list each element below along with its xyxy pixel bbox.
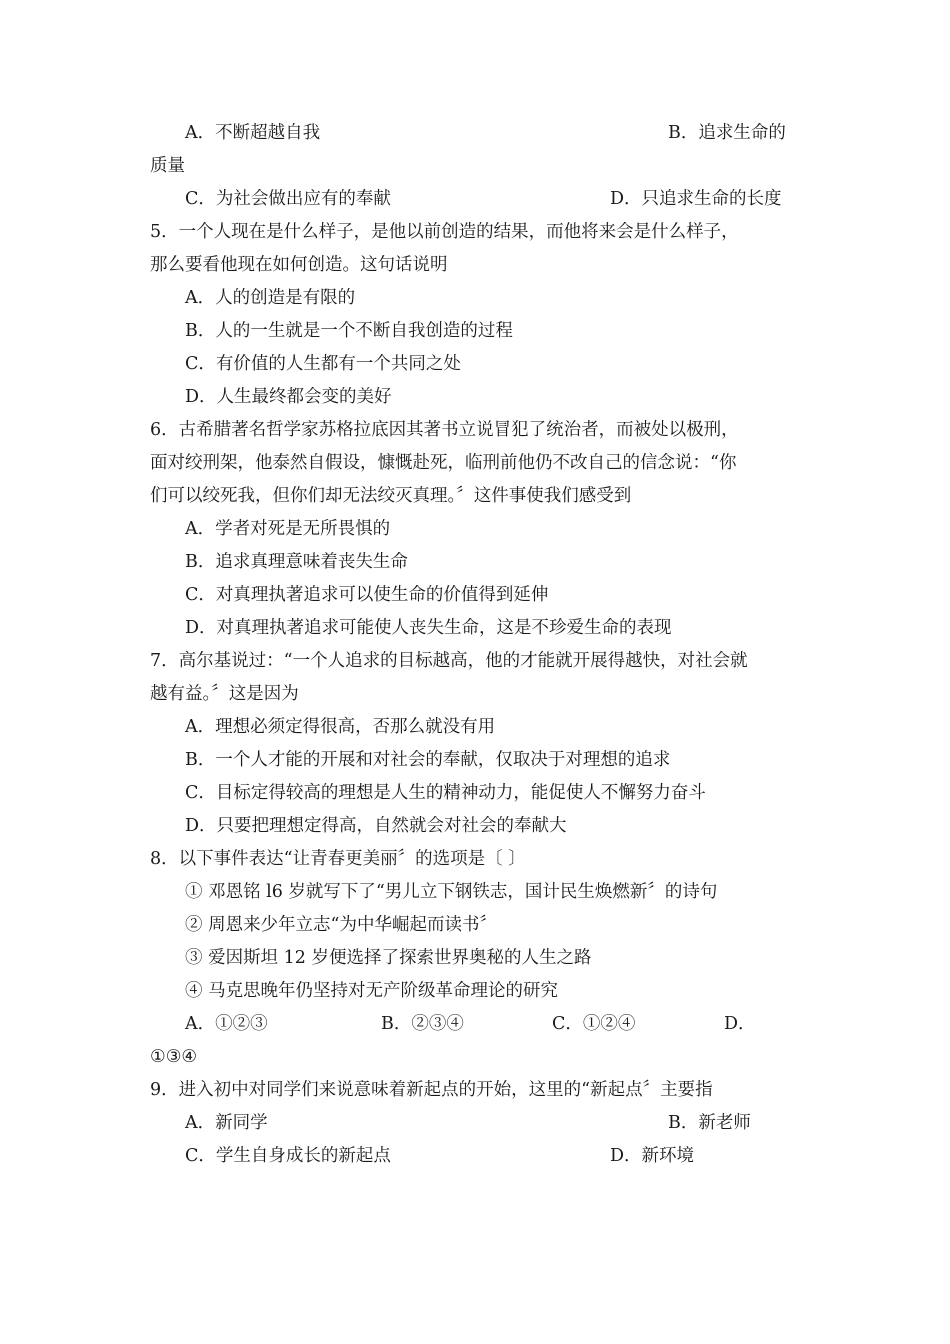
q6-stem-line-3: 们可以绞死我，但你们却无法绞灭真理。〞这件事使我们感受到	[150, 486, 632, 506]
q6-stem-line-2: 面对绞刑架，他泰然自假设，慷慨赴死，临刑前他仍不改自己的信念说：“你	[150, 453, 737, 473]
q9-stem: 9．进入初中对同学们来说意味着新起点的开始，这里的“新起点〞主要指	[150, 1080, 713, 1100]
q9-option-d: D．新环境	[610, 1146, 695, 1166]
q5-option-b: B．人的一生就是一个不断自我创造的过程	[185, 321, 513, 341]
q5-stem-line-2: 那么要看他现在如何创造。这句话说明	[150, 255, 448, 275]
q5-option-d: D．人生最终都会变的美好	[185, 387, 392, 407]
q6-stem-line-1: 6．古希腊著名哲学家苏格拉底因其著书立说冒犯了统治者，而被处以极刑，	[150, 420, 739, 440]
q9-option-a: A．新同学	[185, 1113, 268, 1133]
q9-option-b: B．新老师	[668, 1113, 751, 1133]
q5-stem-line-1: 5．一个人现在是什么样子，是他以前创造的结果，而他将来会是什么样子，	[150, 222, 739, 242]
q8-option-b: B．②③④	[381, 1014, 464, 1034]
q4-option-d: D．只追求生命的长度	[610, 189, 782, 209]
q8-item-1: ① 邓恩铭 l6 岁就写下了“男儿立下钢铁志，国计民生焕燃新〞的诗句	[185, 882, 718, 902]
q5-option-a: A．人的创造是有限的	[185, 288, 356, 308]
q8-item-4: ④ 马克思晚年仍坚持对无产阶级革命理论的研究	[185, 981, 559, 1001]
q7-stem-line-2: 越有益。〞这是因为	[150, 684, 299, 704]
q4-option-b: B．追求生命的	[668, 123, 786, 143]
q8-stem: 8．以下事件表达“让青春更美丽〞的选项是〔 〕	[150, 849, 526, 869]
q8-option-c: C．①②④	[552, 1014, 636, 1034]
q7-option-b: B．一个人才能的开展和对社会的奉献，仅取决于对理想的追求	[185, 750, 671, 770]
q9-option-c: C．学生自身成长的新起点	[185, 1146, 391, 1166]
q7-option-c: C．目标定得较高的理想是人生的精神动力，能促使人不懈努力奋斗	[185, 783, 706, 803]
q5-option-c: C．有价值的人生都有一个共同之处	[185, 354, 461, 374]
q8-item-3: ③ 爱因斯坦 12 岁便选择了探索世界奥秘的人生之路	[185, 948, 592, 968]
q6-option-a: A．学者对死是无所畏惧的	[185, 519, 391, 539]
q7-option-d: D．只要把理想定得高，自然就会对社会的奉献大	[185, 816, 567, 836]
q7-stem-line-1: 7．高尔基说过：“一个人追求的目标越高，他的才能就开展得越快，对社会就	[150, 651, 748, 671]
q4-option-c: C．为社会做出应有的奉献	[185, 189, 391, 209]
q6-option-d: D．对真理执著追求可能使人丧失生命，这是不珍爱生命的表现	[185, 618, 672, 638]
q4-option-b-wrap: 质量	[150, 156, 185, 176]
q6-option-b: B．追求真理意味着丧失生命	[185, 552, 408, 572]
q8-option-d-wrap: ①③④	[150, 1047, 198, 1067]
q8-option-a: A．①②③	[185, 1014, 268, 1034]
q7-option-a: A．理想必须定得很高，否那么就没有用	[185, 717, 496, 737]
q6-option-c: C．对真理执著追求可以使生命的价值得到延伸	[185, 585, 549, 605]
q8-option-d: D．	[724, 1014, 756, 1034]
q8-item-2: ② 周恩来少年立志“为中华崛起而读书〞	[185, 915, 498, 935]
q4-option-a: A．不断超越自我	[185, 123, 321, 143]
